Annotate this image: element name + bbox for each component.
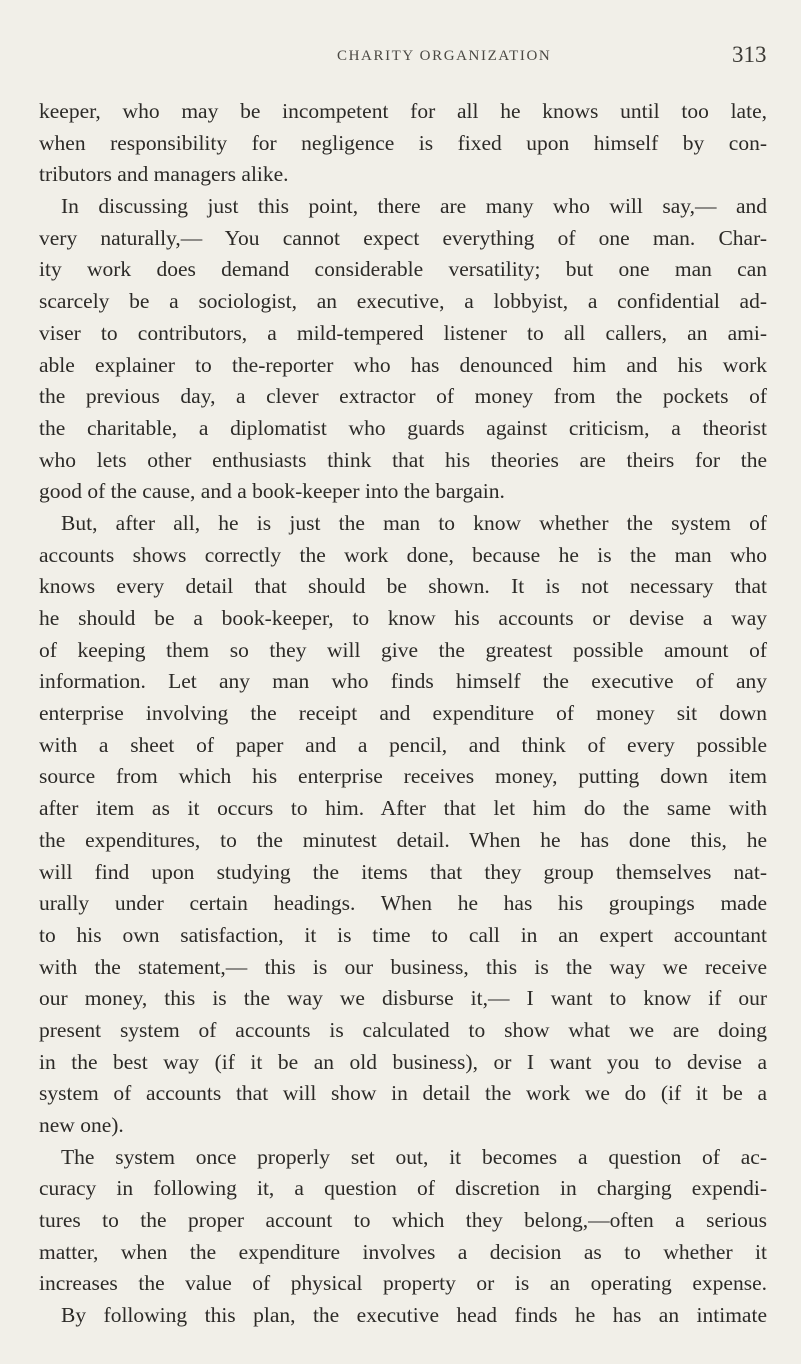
text-line: very naturally,— You cannot expect everything of one man. Char- xyxy=(39,225,767,250)
running-header xyxy=(0,38,801,78)
page-number: 313 xyxy=(732,42,767,67)
text-line: knows every detail that should be shown. It is not necessary that xyxy=(39,574,767,599)
text-line: will find upon studying the items that they group themselves nat- xyxy=(39,859,767,884)
text-line: with a sheet of paper and a pencil, and think of every possible xyxy=(39,732,767,757)
text-line: ity work does demand considerable versatility; but one man can xyxy=(39,257,767,282)
text-line: the charitable, a diplomatist who guards against criticism, a theorist xyxy=(39,415,767,440)
text-line: after item as it occurs to him. After that let him do the same with xyxy=(39,796,767,821)
text-line: of keeping them so they will give the greatest possible amount of xyxy=(39,637,767,662)
text-line: scarcely be a sociologist, an executive, a lobbyist, a confidential ad- xyxy=(39,289,767,314)
text-line: good of the cause, and a book-keeper into the bargain. xyxy=(39,479,505,504)
running-title: CHARITY ORGANIZATION xyxy=(337,48,552,64)
text-line: new one). xyxy=(39,1113,124,1137)
text-line: source from which his enterprise receives money, putting down item xyxy=(39,764,767,789)
text-line: accounts shows correctly the work done, because he is the man who xyxy=(39,542,767,567)
text-line: curacy in following it, a question of discretion in charging expendi- xyxy=(39,1176,767,1201)
text-line: enterprise involving the receipt and expenditure of money sit down xyxy=(39,701,767,726)
text-line: with the statement,— this is our business, this is the way we receive xyxy=(39,954,767,979)
text-line: matter, when the expenditure involves a decision as to whether it xyxy=(39,1239,767,1264)
text-line: keeper, who may be incompetent for all he knows until too late, xyxy=(39,99,767,123)
text-line: to his own satisfaction, it is time to call in an expert accountant xyxy=(39,922,767,947)
text-line: The system once properly set out, it becomes a question of ac- xyxy=(61,1144,767,1169)
text-line: tures to the proper account to which they belong,—often a serious xyxy=(39,1208,767,1233)
text-line: able explainer to the-reporter who has denounced him and his work xyxy=(39,352,767,377)
text-line: the expenditures, to the minutest detail. When he has done this, he xyxy=(39,827,767,852)
text-line: information. Let any man who finds himself the executive of any xyxy=(39,669,767,694)
text-line: viser to contributors, a mild-tempered listener to all callers, an ami- xyxy=(39,320,767,345)
text-line: when responsibility for negligence is fixed upon himself by con- xyxy=(39,130,767,155)
text-line: who lets other enthusiasts think that his theories are theirs for the xyxy=(39,447,767,472)
text-line: tributors and managers alike. xyxy=(39,162,289,187)
text-line: In discussing just this point, there are many who will say,— and xyxy=(61,194,767,219)
text-line: the previous day, a clever extractor of money from the pockets of xyxy=(39,384,767,409)
text-line: he should be a book-keeper, to know his accounts or devise a way xyxy=(39,606,767,630)
text-line: system of accounts that will show in detail the work we do (if it be a xyxy=(39,1081,767,1106)
body-text xyxy=(39,96,767,1332)
text-line: in the best way (if it be an old business), or I want you to devise a xyxy=(39,1049,767,1074)
text-line: our money, this is the way we disburse it,— I want to know if our xyxy=(39,986,767,1011)
text-line: By following this plan, the executive head finds he has an intimate xyxy=(61,1303,767,1328)
text-line: present system of accounts is calculated to show what we are doing xyxy=(39,1017,767,1042)
text-line: But, after all, he is just the man to know whether the system of xyxy=(61,510,767,535)
text-line: urally under certain headings. When he has his groupings made xyxy=(39,891,767,916)
text-line: increases the value of physical property or is an operating expense. xyxy=(39,1271,767,1296)
